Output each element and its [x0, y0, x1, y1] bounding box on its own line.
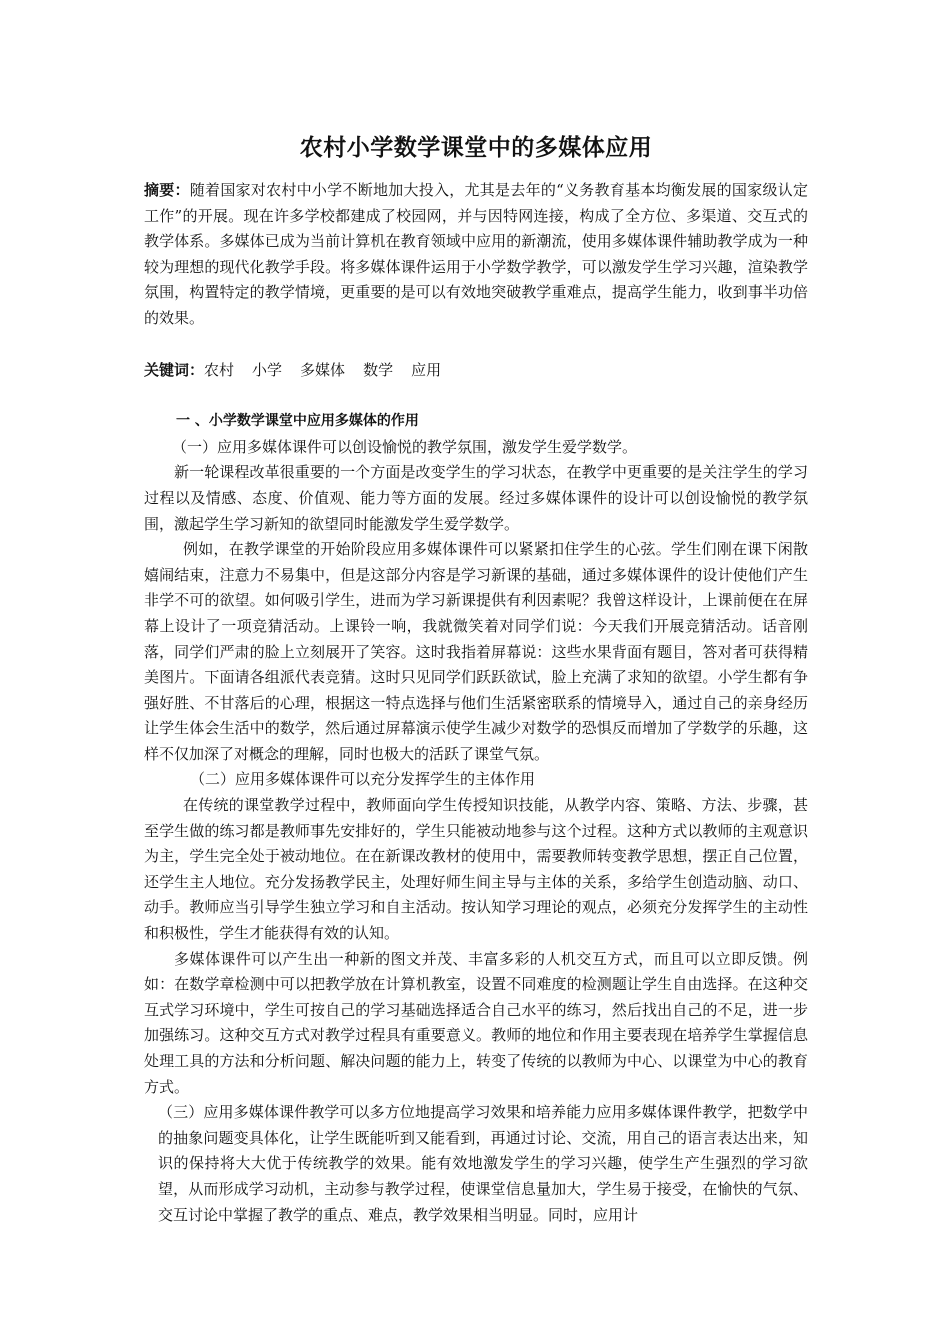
abstract-label: 摘要：	[144, 181, 190, 199]
keyword: 农村	[204, 360, 235, 379]
abstract-text: 随着国家对农村中小学不断地加大投入，尤其是去年的“义务教育基本均衡发展的国家级认定工作”的开展。现在许多学校都建成了校园网，并与因特网连接，构成了全方位、多渠道、交互式的教学体系。多媒体已成为当前计算机在教育领域中应用的新潮流，使用多媒体课件辅助教学成为一种较为理想的现代化教学手段。将多媒体课件运用于小学数学教学，可以激发学生学习兴趣，渲染教学氛围，构置特定的教学情境，更重要的是可以有效地突破教学重难点，提高学生能力，收到事半功倍的效果。	[144, 181, 808, 327]
keywords	[144, 358, 808, 384]
subsection-heading: （二）应用多媒体课件可以充分发挥学生的主体作用	[190, 770, 536, 789]
keyword: 应用	[411, 360, 442, 379]
keyword: 小学	[252, 360, 283, 379]
paragraph: 例如，在教学课堂的开始阶段应用多媒体课件可以紧紧扣住学生的心弦。学生们刚在课下闲散嬉闹结束，注意力不易集中，但是这部分内容是学习新课的基础，通过多媒体课件的设计使他们产生非学不可的欲望。如何吸引学生，进而为学习新课提供有利因素呢？我曾这样设计，上课前便在在屏幕上设计了一项竞猜活动。上课铃一响，我就微笑着对同学们说：今天我们开展竞猜活动。话音刚落，同学们严肃的脸上立刻展开了笑容。这时我指着屏幕说：这些水果背面有题目，答对者可获得精美图片。下面请各组派代表竞猜。这时只见同学们跃跃欲试，脸上充满了求知的欲望。小学生都有争强好胜、不甘落后的心理，根据这一特点选择与他们生活紧密联系的情境导入，通过自己的亲身经历让学生体会生活中的数学，然后通过屏幕演示使学生减少对数学的恐惧反而增加了学数学的乐趣，这样不仅加深了对概念的理解，同时也极大的活跃了课堂气氛。	[144, 540, 808, 763]
document-title: 农村小学数学课堂中的多媒体应用	[299, 135, 653, 161]
keyword: 多媒体	[300, 360, 346, 379]
keyword: 数学	[363, 360, 394, 379]
paragraph: 新一轮课程改革很重要的一个方面是改变学生的学习状态，在教学中更重要的是关注学生的学习过程以及情感、态度、价值观、能力等方面的发展。经过多媒体课件的设计可以创设愉悦的教学氛围，激起学生学习新知的欲望同时能激发学生爱学数学。	[144, 463, 808, 533]
keywords-label: 关键词：	[144, 360, 205, 379]
paragraph: 多媒体课件可以产生出一种新的图文并茂、丰富多彩的人机交互方式，而且可以立即反馈。例如：在数学章检测中可以把教学放在计算机教室，设置不同难度的检测题让学生自由选择。在这种交互式学习环境中，学生可按自己的学习基础选择适合自己水平的练习，然后找出自己的不足，进一步加强练习。这种交互方式对教学过程具有重要意义。教师的地位和作用主要表现在培养学生掌握信息处理工具的方法和分析问题、解决问题的能力上，转变了传统的以教师为中心、以课堂为中心的教育方式。	[144, 949, 808, 1096]
paragraph: （三）应用多媒体课件教学可以多方位地提高学习效果和培养能力应用多媒体课件教学，把数学中的抽象问题变具体化，让学生既能听到又能看到，再通过讨论、交流，用自己的语言表达出来，知识的保持将大大优于传统教学的效果。能有效地激发学生的学习兴趣，使学生产生强烈的学习欲望，从而形成学习动机，主动参与教学过程，使课堂信息量加大，学生易于接受，在愉快的气氛、交互讨论中掌握了教学的重点、难点，教学效果相当明显。同时，应用计	[158, 1103, 808, 1224]
section-heading: 一 、小学数学课堂中应用多媒体的作用	[176, 413, 419, 430]
subsection-heading: （一）应用多媒体课件可以创设愉悦的教学氛围，激发学生爱学数学。	[172, 437, 638, 456]
document-page	[144, 128, 808, 1228]
paragraph: 在传统的课堂教学过程中，教师面向学生传授知识技能，从教学内容、策略、方法、步骤，甚至学生做的练习都是教师事先安排好的，学生只能被动地参与这个过程。这种方式以教师的主观意识为主，学生完全处于被动地位。在在新课改教材的使用中，需要教师转变教学思想，摆正自己位置，还学生主人地位。充分发扬教学民主，处理好师生间主导与主体的关系，多给学生创造动脑、动口、动手。教师应当引导学生独立学习和自主活动。按认知学习理论的观点，必须充分发挥学生的主动性和积极性，学生才能获得有效的认知。	[144, 796, 808, 943]
abstract	[144, 178, 808, 332]
